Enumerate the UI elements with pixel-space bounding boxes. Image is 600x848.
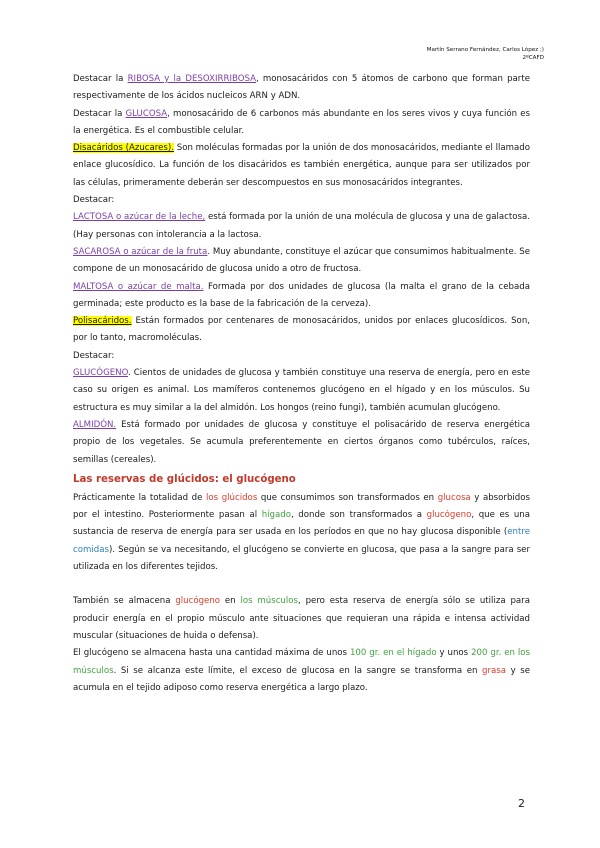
text: está formada por la unión de una molécula de glucosa y una de galactosa. (Hay personas con intolerancia a la lactosa. <box>73 212 530 240</box>
text: que consumimos son transformados en <box>257 492 438 503</box>
paragraph-sacarosa <box>73 244 530 279</box>
maltosa-link[interactable]: MALTOSA o azúcar de malta. <box>73 281 204 292</box>
header-course: 2ºCAFD <box>522 55 544 62</box>
text: ). Según se va necesitando, el glucógeno se convierte en glucosa, que pasa a la sangre para ser utilizada en los diferentes tejidos. <box>73 544 530 573</box>
text: , pero esta reserva de energía sólo se utiliza para producir energía en el propio músculo ante situaciones que requieran una rápida e intensa actividad muscular (situaciones de huida o defensa). <box>73 596 530 641</box>
page-number: 2 <box>518 797 525 810</box>
highlight-text: grasa <box>482 665 506 676</box>
text: , monosacárido de 6 carbonos más abundante en los seres vivos y cuya función es la energética. Es el combustible celular. <box>73 108 530 136</box>
text: Está formado por unidades de glucosa y constituye el polisacárido de reserva energética propio de los vegetales. Se acumula preferentemente en ciertos órganos como tubérculos, raíces, semillas (cereales). <box>73 419 530 465</box>
text: Formada por dos unidades de glucosa (la malta el grano de la cebada germinada; este producto es la base de la fabricación de la cerveza). <box>73 281 530 309</box>
text: Prácticamente la totalidad de <box>73 492 206 503</box>
text: . Muy abundante, constituye el azúcar que consumimos habitualmente. Se compone de un monosacárido de glucosa unido a otro de fructosa. <box>73 246 530 275</box>
paragraph-disacaridos <box>73 140 530 192</box>
page-header <box>427 46 544 63</box>
text: y absorbidos por el intestino. Posteriormente pasan al <box>73 492 530 521</box>
highlight-text: entre comidas <box>73 527 530 555</box>
destacar-label-1: Destacar: <box>73 195 115 206</box>
almidon-link[interactable]: ALMIDÓN. <box>73 419 117 430</box>
glucosa-link[interactable]: GLUCOSA <box>125 108 168 119</box>
highlight-text: 200 gr. en los músculos <box>73 648 531 676</box>
text: Están formados por centenares de monosacáridos, unidos por enlaces glucosídicos. Son, por lo tanto, macromoléculas. <box>73 316 530 344</box>
text: , donde son transformados a <box>290 510 427 521</box>
text: También se almacena <box>73 596 176 607</box>
section-heading: Las reservas de glúcidos: el glucógeno <box>73 473 296 485</box>
lactosa-link[interactable]: LACTOSA o azúcar de la leche, <box>73 212 206 223</box>
paragraph-gap <box>73 576 530 593</box>
ribosa-link[interactable]: RIBOSA y la DESOXIRRIBOSA <box>127 74 256 84</box>
text: y unos <box>436 648 472 659</box>
text: El glucógeno se almacena hasta una cantidad máxima de unos <box>73 648 350 659</box>
highlight-text: 100 gr. en el hígado <box>349 648 437 659</box>
highlight-text: hígado <box>261 510 291 521</box>
paragraph-almidon <box>73 417 530 469</box>
text: , monosacáridos con 5 átomos de carbono que forman parte respectivamente de los ácidos nucleicos ARN y ADN. <box>73 74 530 102</box>
highlight-text: glucógeno <box>426 510 472 521</box>
disacaridos-highlight: Disacáridos (Azucares). <box>73 143 174 154</box>
highlight-text: los músculos <box>240 596 299 607</box>
paragraph-reservas <box>73 490 530 576</box>
highlight-text: los glúcidos <box>206 492 258 503</box>
text: Destacar la <box>73 108 126 119</box>
sacarosa-link[interactable]: SACAROSA o azúcar de la fruta <box>73 246 208 257</box>
paragraph-polisacaridos <box>73 313 530 348</box>
paragraph-ribosa <box>73 71 530 106</box>
destacar-label-2: Destacar: <box>73 350 115 361</box>
text: . Cientos de unidades de glucosa y también constituye una reserva de energía, pero en este caso su origen es animal. Los mamíferos contenemos glucógeno en el hígado y en los músculos. Su estructura es muy similar a la del almidón. Los hongos (reino fungi), también acumulan glucógeno. <box>73 368 530 413</box>
header-authors: Martín Serrano Fernández, Carlos López ;) <box>426 47 544 53</box>
text: y se acumula en el tejido adiposo como reserva energética a largo plazo. <box>73 665 530 693</box>
paragraph-glucosa <box>73 106 530 141</box>
highlight-text: glucógeno <box>175 596 221 607</box>
text: . Si se alcanza este límite, el exceso de glucosa en la sangre se transforma en <box>113 665 482 676</box>
highlight-text: glucosa <box>437 492 471 503</box>
text: Son moléculas formadas por la unión de dos monosacáridos, mediante el llamado enlace glucosídico. La función de los disacáridos es también energética, aunque para ser utilizados por las células, primeramente deberán ser descompuestos en sus monosacáridos integrantes. <box>73 143 530 188</box>
paragraph-maltosa <box>73 279 530 314</box>
text: Destacar la <box>73 74 128 84</box>
page-content <box>73 71 530 697</box>
paragraph-glucogeno <box>73 365 530 417</box>
paragraph-musculos <box>73 593 530 645</box>
text: en <box>220 596 241 607</box>
polisacaridos-highlight: Polisacáridos. <box>73 316 132 327</box>
paragraph-lactosa <box>73 209 530 244</box>
glucogeno-link[interactable]: GLUCÓGENO <box>73 368 129 379</box>
paragraph-cantidad <box>73 645 530 697</box>
text: , que es una sustancia de reserva de energía para ser usada en los períodos en que no hay glucosa disponible ( <box>73 510 531 538</box>
